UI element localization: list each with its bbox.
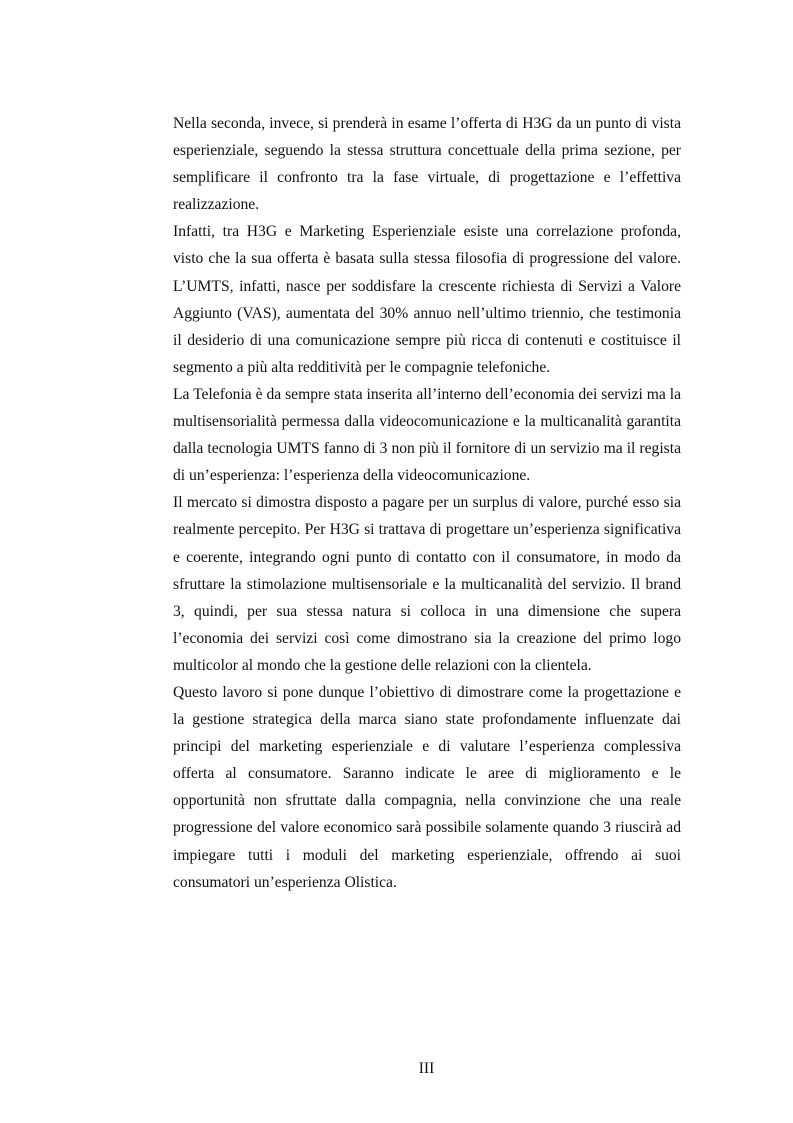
page-number: III	[418, 1060, 435, 1077]
paragraph-mercato: Il mercato si dimostra disposto a pagare per un surplus di valore, purché esso sia realmente percepito. Per H3G si trattava di progettare un’esperienza significativa e coerente, integrando ogni punto di contatto con il consumatore, in modo da sfruttare la stimolazione multisensoriale e la multicanalità del servizio. Il brand 3, quindi, per sua stessa natura si colloca in una dimensione che supera l’economia dei servizi così come dimostrano sia la creazione del primo logo multicolor al mondo che la gestione delle relazioni con la clientela.	[173, 494, 681, 674]
paragraph-obiettivo: Questo lavoro si pone dunque l’obiettivo di dimostrare come la progettazione e la gestione strategica della marca siano state profondamente influenzate dai principi del marketing esperienziale e di valutare l’esperienza complessiva offerta al consumatore. Saranno indicate le aree di miglioramento e le opportunità non sfruttate dalla compagnia, nella convinzione che una reale progressione del valore economico sarà possibile solamente quando 3 riuscirà ad impiegare tutti i moduli del marketing esperienziale, offrendo ai suoi consumatori un’esperienza Olistica.	[173, 683, 681, 891]
paragraph-seconda-sezione: Nella seconda, invece, si prenderà in esame l’offerta di H3G da un punto di vista esperienziale, seguendo la stessa struttura concettuale della prima sezione, per semplificare il confronto tra la fase virtuale, di progettazione e l’effettiva realizzazione.	[173, 115, 681, 214]
paragraph-telefonia: La Telefonia è da sempre stata inserita all’interno dell’economia dei servizi ma la multisensorialità permessa dalla videocomunicazione e la multicanalità garantita dalla tecnologia UMTS fanno di 3 non più il fornitore di un servizio ma il regista di un’esperienza: l’esperienza della videocomunicazione.	[173, 385, 681, 485]
paragraph-correlazione: Infatti, tra H3G e Marketing Esperienziale esiste una correlazione profonda, visto che la sua offerta è basata sulla stessa filosofia di progressione del valore. L’UMTS, infatti, nasce per soddisfare la crescente richiesta di Servizi a Valore Aggiunto (VAS), aumentata del 30% annuo nell’ultimo triennio, che testimonia il desiderio di una comunicazione sempre più ricca di contenuti e costituisce il segmento a più alta redditività per le compagnie telefoniche.	[173, 223, 681, 376]
body-text	[173, 110, 681, 896]
